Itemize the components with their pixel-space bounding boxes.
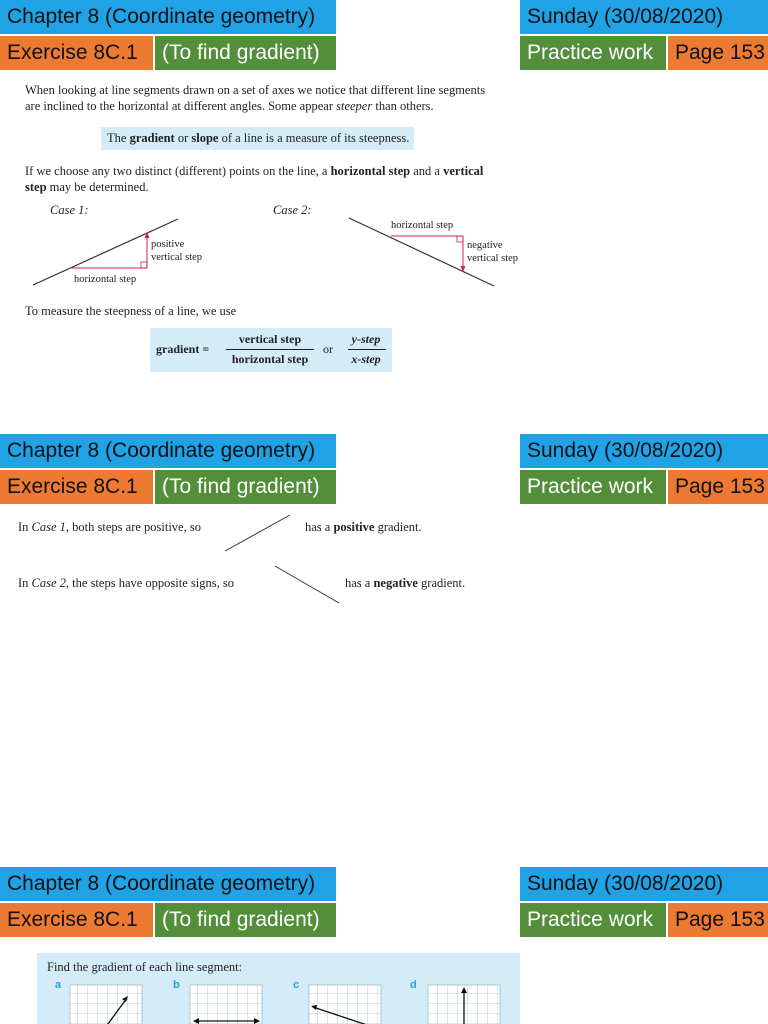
topic-label: (To find gradient) <box>155 36 336 70</box>
case1-vertical-label: positive vertical step <box>151 239 203 263</box>
case2-conclusion: has a negative gradient. <box>345 576 466 590</box>
chapter-title: Chapter 8 (Coordinate geometry) <box>0 0 336 34</box>
formula-numerator-2: y-step <box>351 332 381 346</box>
case1-summary: In Case 1, both steps are positive, so <box>18 520 201 534</box>
page-label: Page 153 <box>668 470 768 504</box>
exercise-label: Exercise 8C.1 <box>0 903 153 937</box>
intro-line-1: When looking at line segments drawn on a set of axes we notice that different line segments <box>25 83 486 97</box>
practice-label: Practice work <box>520 470 666 504</box>
steps-line-2: step may be determined. <box>25 180 149 194</box>
intro-line-2: are inclined to the horizontal at different angles. Some appear steeper than others. <box>25 99 434 113</box>
chapter-title: Chapter 8 (Coordinate geometry) <box>0 867 336 901</box>
date-label: Sunday (30/08/2020) <box>520 434 768 468</box>
date-label: Sunday (30/08/2020) <box>520 867 768 901</box>
formula-gradient: gradient = <box>156 342 210 356</box>
exercise-label: Exercise 8C.1 <box>0 36 153 70</box>
exercise-label: Exercise 8C.1 <box>0 470 153 504</box>
formula-or: or <box>323 342 333 356</box>
exercise-prompt: Find the gradient of each line segment: <box>47 960 243 974</box>
case1-label: Case 1: <box>50 203 89 217</box>
case2-summary: In Case 2, the steps have opposite signs, so <box>18 576 234 590</box>
formula-numerator: vertical step <box>238 332 302 346</box>
page-label: Page 153 <box>668 903 768 937</box>
topic-label: (To find gradient) <box>155 470 336 504</box>
part-c-label: c <box>293 979 300 991</box>
case2-vertical-label: negative vertical step <box>467 240 519 264</box>
grid-c <box>309 985 381 1024</box>
steps-line-1: If we choose any two distinct (different) points on the line, a horizontal step and a vertical <box>25 164 484 178</box>
grid-a <box>70 985 142 1024</box>
case2-label: Case 2: <box>273 203 312 217</box>
case1-horizontal-label: horizontal step <box>74 274 137 285</box>
case1-conclusion: has a positive gradient. <box>305 520 422 534</box>
grid-d <box>428 985 500 1024</box>
grid-b <box>190 985 262 1024</box>
practice-label: Practice work <box>520 903 666 937</box>
case2-horizontal-label: horizontal step <box>391 220 454 231</box>
page-label: Page 153 <box>668 36 768 70</box>
exercise-grids <box>37 953 520 1024</box>
measure-text: To measure the steepness of a line, we use <box>25 304 237 318</box>
topic-label: (To find gradient) <box>155 903 336 937</box>
formula-denominator-2: x-step <box>351 352 381 366</box>
exercise-panel <box>37 953 520 1024</box>
date-label: Sunday (30/08/2020) <box>520 0 768 34</box>
part-d-label: d <box>410 979 417 991</box>
part-b-label: b <box>173 979 180 991</box>
formula-denominator: horizontal step <box>231 352 309 366</box>
chapter-title: Chapter 8 (Coordinate geometry) <box>0 434 336 468</box>
part-a-label: a <box>55 979 62 991</box>
practice-label: Practice work <box>520 36 666 70</box>
definition-box: The gradient or slope of a line is a measure of its steepness. <box>101 127 414 150</box>
